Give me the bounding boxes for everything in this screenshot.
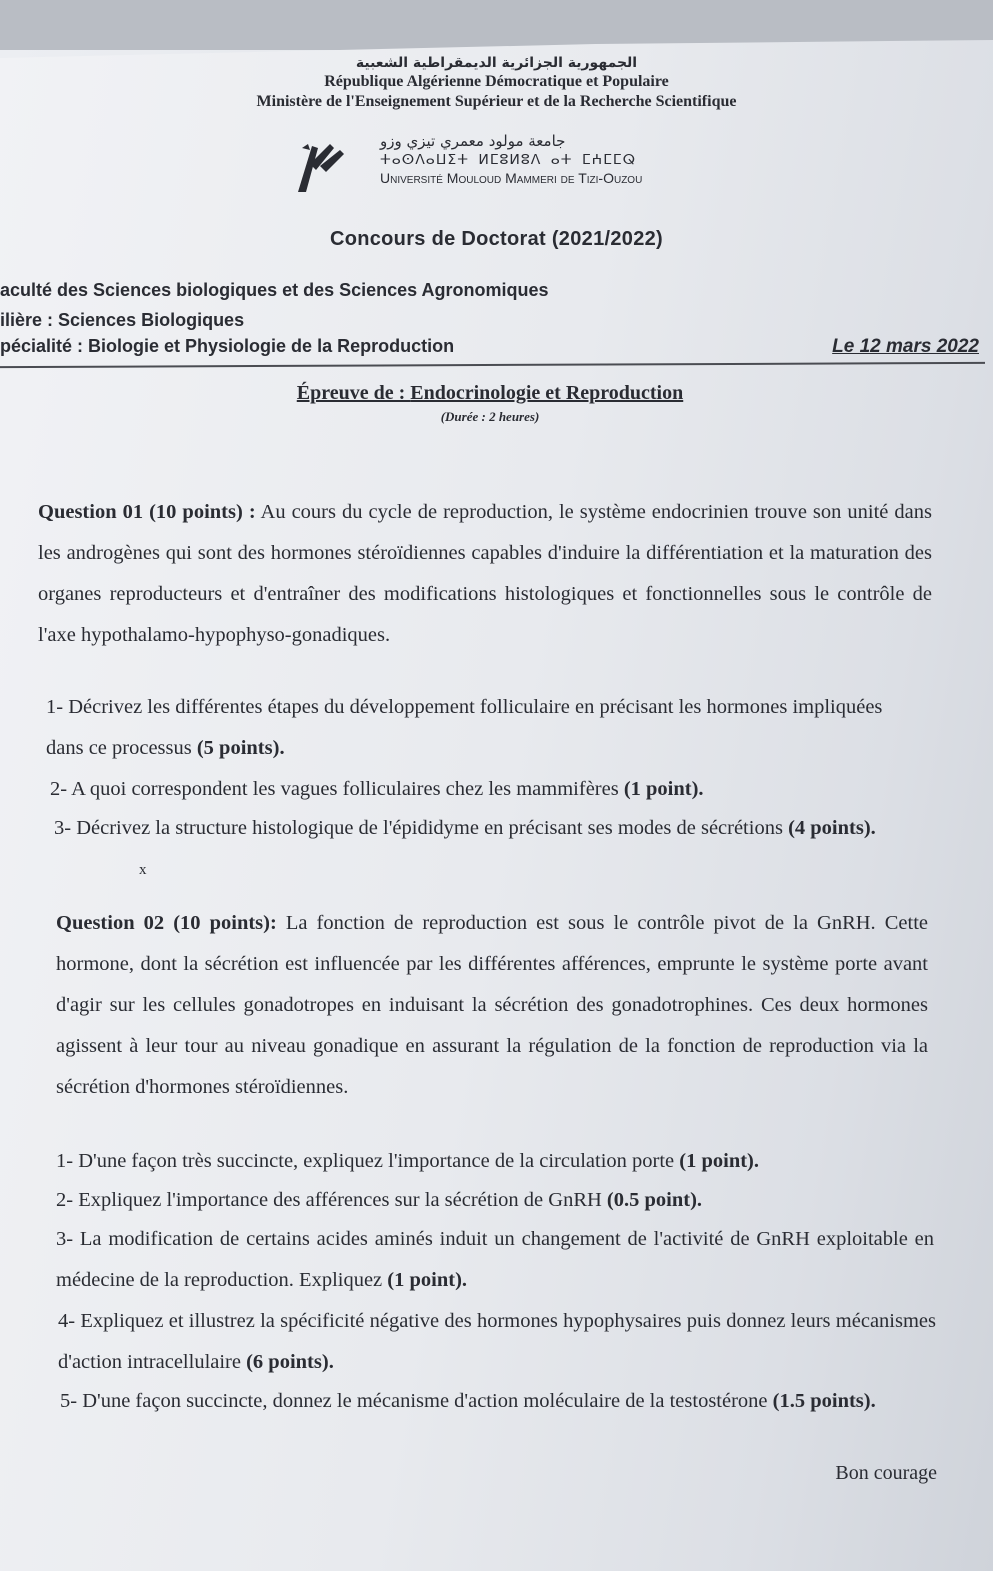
item-points: (1 point). [679, 1150, 760, 1172]
university-french-name: Université Mouloud Mammeri de Tizi-Ouzou [380, 170, 643, 186]
filiere-line: ilière : Sciences Biologiques [0, 310, 245, 330]
university-logo-icon [290, 136, 350, 196]
republic-line: République Algérienne Démocratique et Populaire [324, 73, 669, 90]
handwritten-mark: x [139, 862, 147, 878]
question-01-heading: Question 01 (10 points) : [38, 501, 256, 523]
item-text: 2- Expliquez l'importance des afférences sur la sécrétion de GnRH [56, 1189, 607, 1211]
question-01-item-2 [50, 769, 910, 810]
question-01-item-3 [54, 808, 914, 849]
exam-duration: (Durée : 2 heures) [440, 409, 540, 424]
specialite-line: pécialité : Biologie et Physiologie de la Reproduction [0, 336, 455, 356]
item-text: 2- A quoi correspondent les vagues folliculaires chez les mammifères [50, 778, 624, 800]
exam-date: Le 12 mars 2022 [832, 336, 979, 357]
question-01-intro [38, 492, 932, 656]
epreuve-subject: Endocrinologie et Reproduction [410, 382, 684, 404]
epreuve-prefix: Épreuve de : [296, 382, 411, 404]
question-02-item-1 [56, 1141, 926, 1182]
question-02-text: La fonction de reproduction est sous le contrôle pivot de la GnRH. Cette hormone, dont la sécrétion est influencée par les différentes afférences, emprunte le système porte avant d'agir sur les cellules gonadotropes en induisant la sécrétion des gonadotrophines. Ces deux hormones agissent à leur tour au niveau gonadique en assurant la régulation de la fonction de reproduction via la sécrétion d'hormones stéroïdiennes. [56, 912, 928, 1098]
question-02-item-3 [56, 1219, 934, 1301]
item-points: (6 points). [246, 1351, 334, 1373]
item-points: (0.5 point). [606, 1189, 703, 1211]
university-arabic-name: جامعة مولود معمري تيزي وزو [380, 132, 566, 150]
question-02-item-5 [60, 1381, 938, 1422]
epreuve-title [0, 382, 980, 405]
item-points: (5 points). [196, 737, 285, 759]
ministry-line: Ministère de l'Enseignement Supérieur et de la Recherche Scientifique [256, 93, 737, 110]
closing-remark: Bon courage [835, 1462, 937, 1484]
exam-title: Concours de Doctorat (2021/2022) [329, 228, 664, 250]
item-points: (4 points). [788, 817, 876, 839]
item-points: (1 point). [623, 778, 704, 800]
item-text: 4- Expliquez et illustrez la spécificité négative des hormones hypophysaires puis donnez leurs mécanismes d'action intracellulaire [58, 1310, 936, 1373]
question-01-text: Au cours du cycle de reproduction, le système endocrinien trouve son unité dans les androgènes qui sont des hormones stéroïdiennes capables d'induire la différentiation et la maturation des organes reproducteurs et d'entraîner des modifications histologiques et fonctionnelles sous le contrôle de l'axe hypothalamo-hypophyso-gonadiques. [38, 501, 932, 646]
arabic-republic-line: الجمهورية الجزائرية الديمقراطية الشعبية [355, 55, 638, 71]
document-header [0, 55, 993, 111]
item-points: (1 point). [387, 1269, 468, 1291]
item-text: 1- Décrivez les différentes étapes du développement folliculaire en précisant les hormones impliquées dans ce processus [46, 696, 883, 759]
item-text: 3- Décrivez la structure histologique de l'épididyme en précisant ses modes de sécrétions [54, 817, 789, 839]
question-02-item-4 [58, 1301, 936, 1383]
question-02-heading: Question 02 (10 points): [56, 912, 277, 934]
item-points: (1.5 points). [772, 1390, 876, 1412]
university-tifinagh-name: ⵜⴰⵙⴷⴰⵡⵉⵜ ⵍⵎⵓⵍⵓⴷ ⴰⵜ ⵎⵄⵎⵎⵕ [380, 152, 637, 168]
faculty-line: aculté des Sciences biologiques et des Sciences Agronomiques [0, 280, 549, 300]
question-01-item-1 [46, 687, 906, 769]
item-text: 5- D'une façon succincte, donnez le mécanisme d'action moléculaire de la testostérone [60, 1390, 773, 1412]
university-block [290, 132, 710, 202]
item-text: 1- D'une façon très succincte, expliquez l'importance de la circulation porte [56, 1150, 680, 1172]
question-02-intro [56, 903, 928, 1108]
item-text: 3- La modification de certains acides aminés induit un changement de l'activité de GnRH exploitable en médecine de la reproduction. Expliquez [56, 1228, 934, 1291]
question-02-item-2 [56, 1180, 926, 1221]
